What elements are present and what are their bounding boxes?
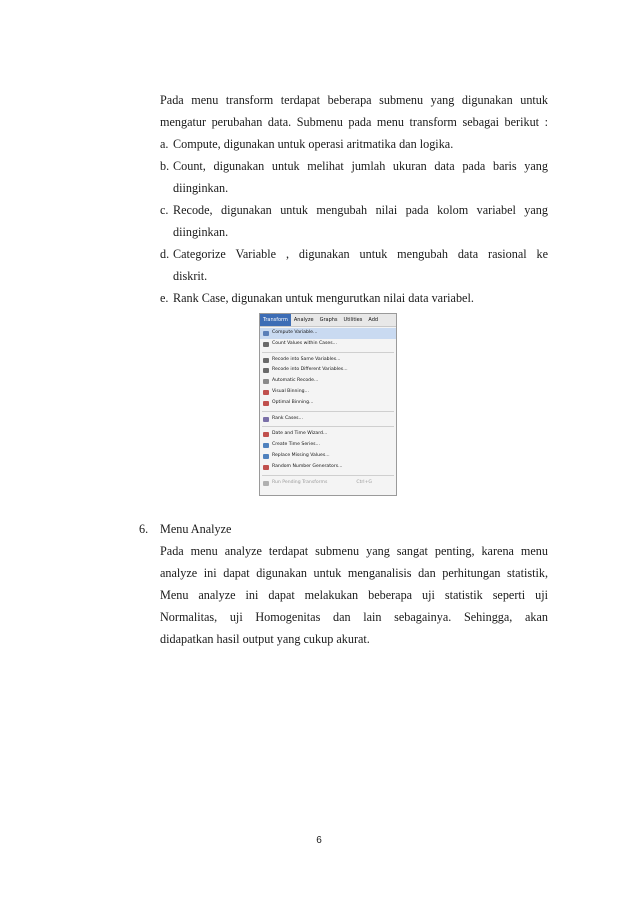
section6-line-5: didapatkan hasil output yang cukup akurat. xyxy=(160,632,370,646)
menu-item-random-number xyxy=(260,462,396,473)
replace-icon xyxy=(263,454,269,459)
menu-item-compute-variable xyxy=(260,328,396,339)
menu-separator xyxy=(262,411,394,412)
menu-item-label: Visual Binning... xyxy=(272,388,309,394)
menu-separator xyxy=(262,475,394,476)
menubar-add: Add xyxy=(368,317,379,323)
menu-item-optimal-binning xyxy=(260,398,396,409)
list-item-a xyxy=(160,133,548,155)
count-icon xyxy=(263,342,269,347)
menu-item-label: Compute Variable... xyxy=(272,330,318,335)
calendar-icon xyxy=(263,432,269,437)
recode-icon xyxy=(263,368,269,373)
menu-item-label: Recode into Different Variables... xyxy=(272,367,348,373)
menubar-utilities: Utilities xyxy=(343,317,363,323)
menu-separator xyxy=(262,426,394,427)
menu-item-label: Rank Cases... xyxy=(272,415,303,421)
menu-item-recode-different xyxy=(260,365,396,376)
list-marker: c. xyxy=(160,203,169,217)
automatic-recode-icon xyxy=(263,379,269,384)
menubar-analyze: Analyze xyxy=(293,317,314,323)
menu-item-label: Create Time Series... xyxy=(272,442,320,448)
section-title: Menu Analyze xyxy=(160,522,232,536)
menu-item-label: Count Values within Cases... xyxy=(272,340,337,346)
menu-item-run-pending xyxy=(260,478,396,489)
menu-item-visual-binning xyxy=(260,387,396,398)
menu-item-shortcut: Ctrl+G xyxy=(356,479,372,485)
list-item-text-cont: diinginkan. xyxy=(173,225,229,239)
calculator-icon xyxy=(263,331,269,336)
dice-icon xyxy=(263,465,269,470)
list-item-text: Recode, digunakan untuk mengubah nilai pada kolom variabel yang xyxy=(173,203,548,217)
section6-line-1: Pada menu analyze terdapat submenu yang sangat penting, karena menu xyxy=(160,544,548,558)
list-marker: a. xyxy=(160,137,169,151)
list-item-b xyxy=(160,155,548,199)
rank-icon xyxy=(263,417,269,422)
section6-line-2: analyze ini dapat digunakan untuk menganalisis dan perhitungan statistik, xyxy=(160,566,548,580)
time-series-icon xyxy=(263,443,269,448)
menu-item-count-values xyxy=(260,339,396,350)
menu-item-date-time-wizard xyxy=(260,429,396,440)
menu-item-label: Random Number Generators... xyxy=(272,463,343,469)
menu-item-label: Automatic Recode... xyxy=(272,378,319,384)
menubar-transform: Transform xyxy=(260,314,291,326)
list-item-e xyxy=(160,287,548,309)
section6-line-4: Normalitas, uji Homogenitas dan lain sebagainya. Sehingga, akan xyxy=(160,610,548,624)
binning-icon xyxy=(263,390,269,395)
section-number: 6. xyxy=(139,522,149,536)
menu-item-label: Replace Missing Values... xyxy=(272,452,330,458)
list-item-text: Compute, digunakan untuk operasi aritmatika dan logika. xyxy=(173,137,454,151)
binning-icon xyxy=(263,401,269,406)
intro-line-2: mengatur perubahan data. Submenu pada menu transform sebagai berikut : xyxy=(160,115,548,129)
section-heading xyxy=(139,518,231,540)
list-item-c xyxy=(160,199,548,243)
menu-item-automatic-recode xyxy=(260,376,396,387)
list-item-text-cont: diinginkan. xyxy=(173,181,229,195)
list-marker: b. xyxy=(160,159,170,173)
menubar xyxy=(260,314,396,327)
intro-line-1: Pada menu transform terdapat beberapa submenu yang digunakan untuk xyxy=(160,93,548,107)
list-item-text: Count, digunakan untuk melihat jumlah ukuran data pada baris yang xyxy=(173,159,548,173)
list-item-text: Rank Case, digunakan untuk mengurutkan nilai data variabel. xyxy=(173,291,474,305)
list-item-d xyxy=(160,243,548,287)
run-icon xyxy=(263,481,269,486)
menu-item-label: Optimal Binning... xyxy=(272,399,314,405)
menubar-graphs: Graphs xyxy=(319,317,338,323)
list-item-text-cont: diskrit. xyxy=(173,269,208,283)
menu-list xyxy=(260,327,396,488)
menu-item-label: Run Pending Transforms xyxy=(272,479,328,485)
list-item-text: Categorize Variable , digunakan untuk mengubah data rasional ke xyxy=(173,247,548,261)
menu-item-rank-cases xyxy=(260,414,396,425)
list-marker: e. xyxy=(160,291,169,305)
recode-icon xyxy=(263,358,269,363)
menu-item-replace-missing xyxy=(260,451,396,462)
menu-item-label: Date and Time Wizard... xyxy=(272,431,328,437)
page-number: 6 xyxy=(316,835,322,846)
list-marker: d. xyxy=(160,247,170,261)
menu-separator xyxy=(262,352,394,353)
transform-menu-screenshot xyxy=(259,313,397,496)
menu-item-recode-same xyxy=(260,355,396,366)
menu-item-label: Recode into Same Variables... xyxy=(272,356,341,362)
menu-item-create-time-series xyxy=(260,440,396,451)
section6-line-3: Menu analyze ini dapat melakukan beberapa uji statistik seperti uji xyxy=(160,588,548,602)
